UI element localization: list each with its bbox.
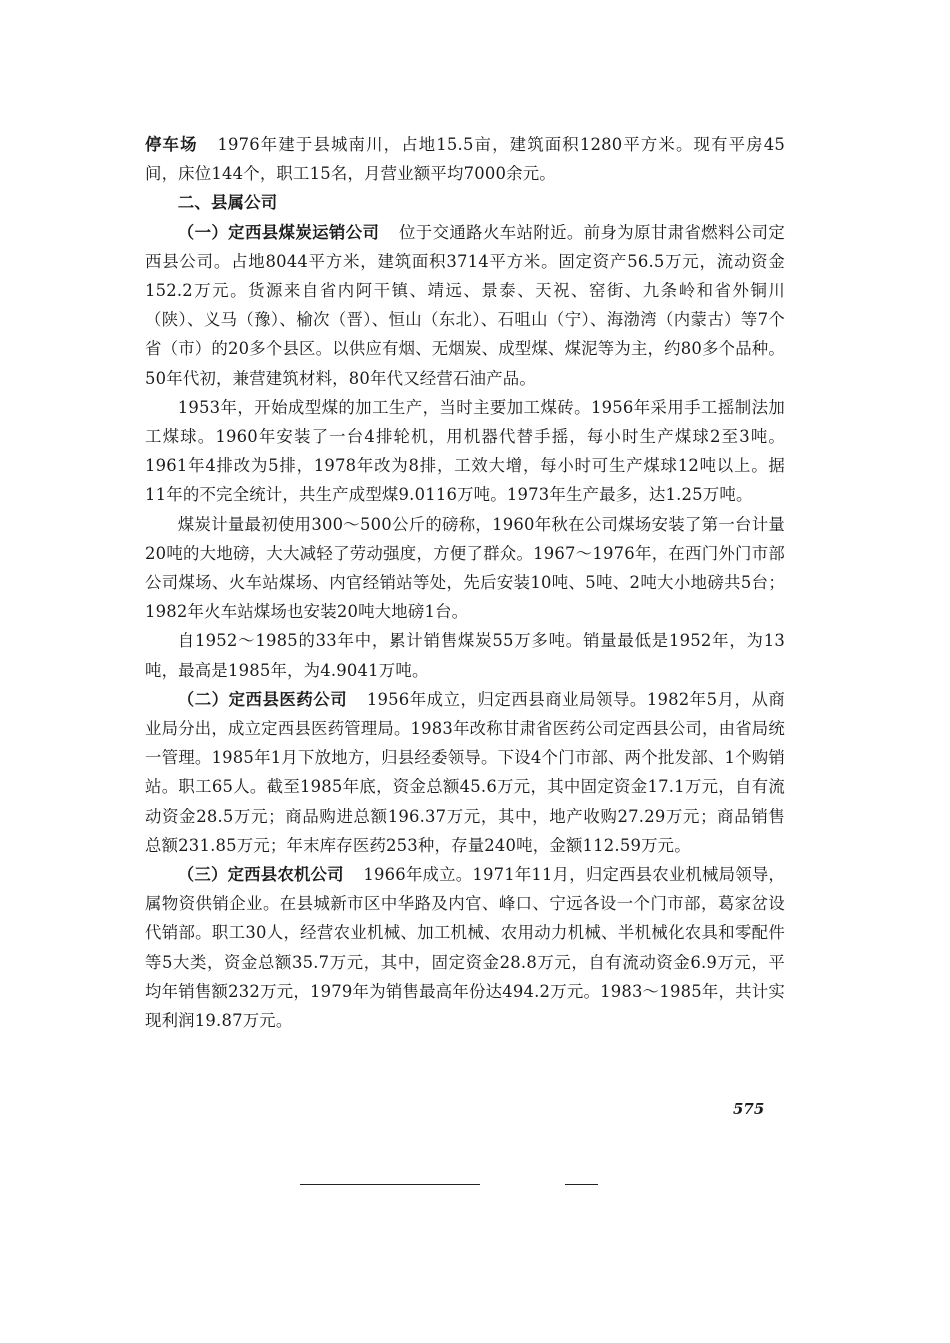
parking-lot-title: 停车场 xyxy=(145,135,198,154)
footer-rule-left xyxy=(300,1184,480,1185)
parking-lot-paragraph xyxy=(145,130,785,188)
farm-machinery-text: 1966年成立。1971年11月，归定西县农业机械局领导，属物资供销企业。在县城新市区中华路及内官、峰口、宁远各设一个门市部，葛家岔设代销部。职工30人，经营农业机械、加工机械、农用动力机械、半机械化农具和零配件等5大类，资金总额35.7万元，其中，固定资金28.8万元，自有流动资金6.9万元，平均年销售额232万元，1979年为销售最高年份达494.2万元。1983～1985年，共计实现利润19.87万元。 xyxy=(145,865,785,1031)
coal-company-text: 位于交通路火车站附近。前身为原甘肃省燃料公司定西县公司。占地8044平方米，建筑面积3714平方米。固定资产56.5万元，流动资金152.2万元。货源来自省内阿干镇、靖远、景泰、天祝、窑街、九条岭和省外铜川（陕）、义马（豫）、榆次（晋）、恒山（东北）、石咀山（宁）、海渤湾（内蒙古）等7个省（市）的20多个县区。以供应有烟、无烟炭、成型煤、煤泥等为主，约80多个品种。50年代初，兼营建筑材料，80年代又经营石油产品。 xyxy=(145,222,785,388)
page-body xyxy=(145,130,785,1035)
medicine-company-paragraph xyxy=(145,685,785,860)
medicine-company-title: （二）定西县医药公司 xyxy=(177,689,348,709)
coal-briquette-paragraph: 1953年，开始成型煤的加工生产，当时主要加工煤砖。1956年采用手工摇制法加工煤球。1960年安装了一台4排轮机，用机器代替手摇，每小时生产煤球2至3吨。1961年4排改为5排，1978年改为8排，工效大增，每小时可生产煤球12吨以上。据11年的不完全统计，共生产成型煤9.0116万吨。1973年生产最多，达1.25万吨。 xyxy=(145,397,785,505)
parking-lot-text: 1976年建于县城南川，占地15.5亩，建筑面积1280平方米。现有平房45间，床位144个，职工15名，月营业额平均7000余元。 xyxy=(145,135,785,184)
page-number: 575 xyxy=(733,1100,765,1118)
coal-company-paragraph xyxy=(145,218,785,393)
medicine-company-text: 1956年成立，归定西县商业局领导。1982年5月，从商业局分出，成立定西县医药管理局。1983年改称甘肃省医药公司定西县公司，由省局统一管理。1985年1月下放地方，归县经委领导。下设4个门市部、两个批发部、1个购销站。职工65人。截至1985年底，资金总额45.6万元，其中固定资金17.1万元，自有流动资金28.5万元；商品购进总额196.37万元，其中，地产收购27.29万元；商品销售总额231.85万元；年末库存医药253种，存量240吨，金额112.59万元。 xyxy=(145,689,786,855)
coal-sales-paragraph: 自1952～1985的33年中，累计销售煤炭55万多吨。销量最低是1952年，为13吨，最高是1985年，为4.9041万吨。 xyxy=(145,631,785,680)
coal-company-title: （一）定西县煤炭运销公司 xyxy=(177,222,380,242)
farm-machinery-title: （三）定西县农机公司 xyxy=(177,865,344,885)
footer-rule-right xyxy=(565,1184,598,1185)
section-heading: 二、县属公司 xyxy=(177,193,278,213)
farm-machinery-paragraph xyxy=(145,860,785,1035)
coal-weighing-paragraph: 煤炭计量最初使用300～500公斤的磅称，1960年秋在公司煤场安装了第一台计量20吨的大地磅，大大减轻了劳动强度，方便了群众。1967～1976年，在西门外门市部公司煤场、火车站煤场、内官经销站等处，先后安装10吨、5吨、2吨大小地磅共5台；1982年火车站煤场也安装20吨大地磅1台。 xyxy=(145,514,785,622)
